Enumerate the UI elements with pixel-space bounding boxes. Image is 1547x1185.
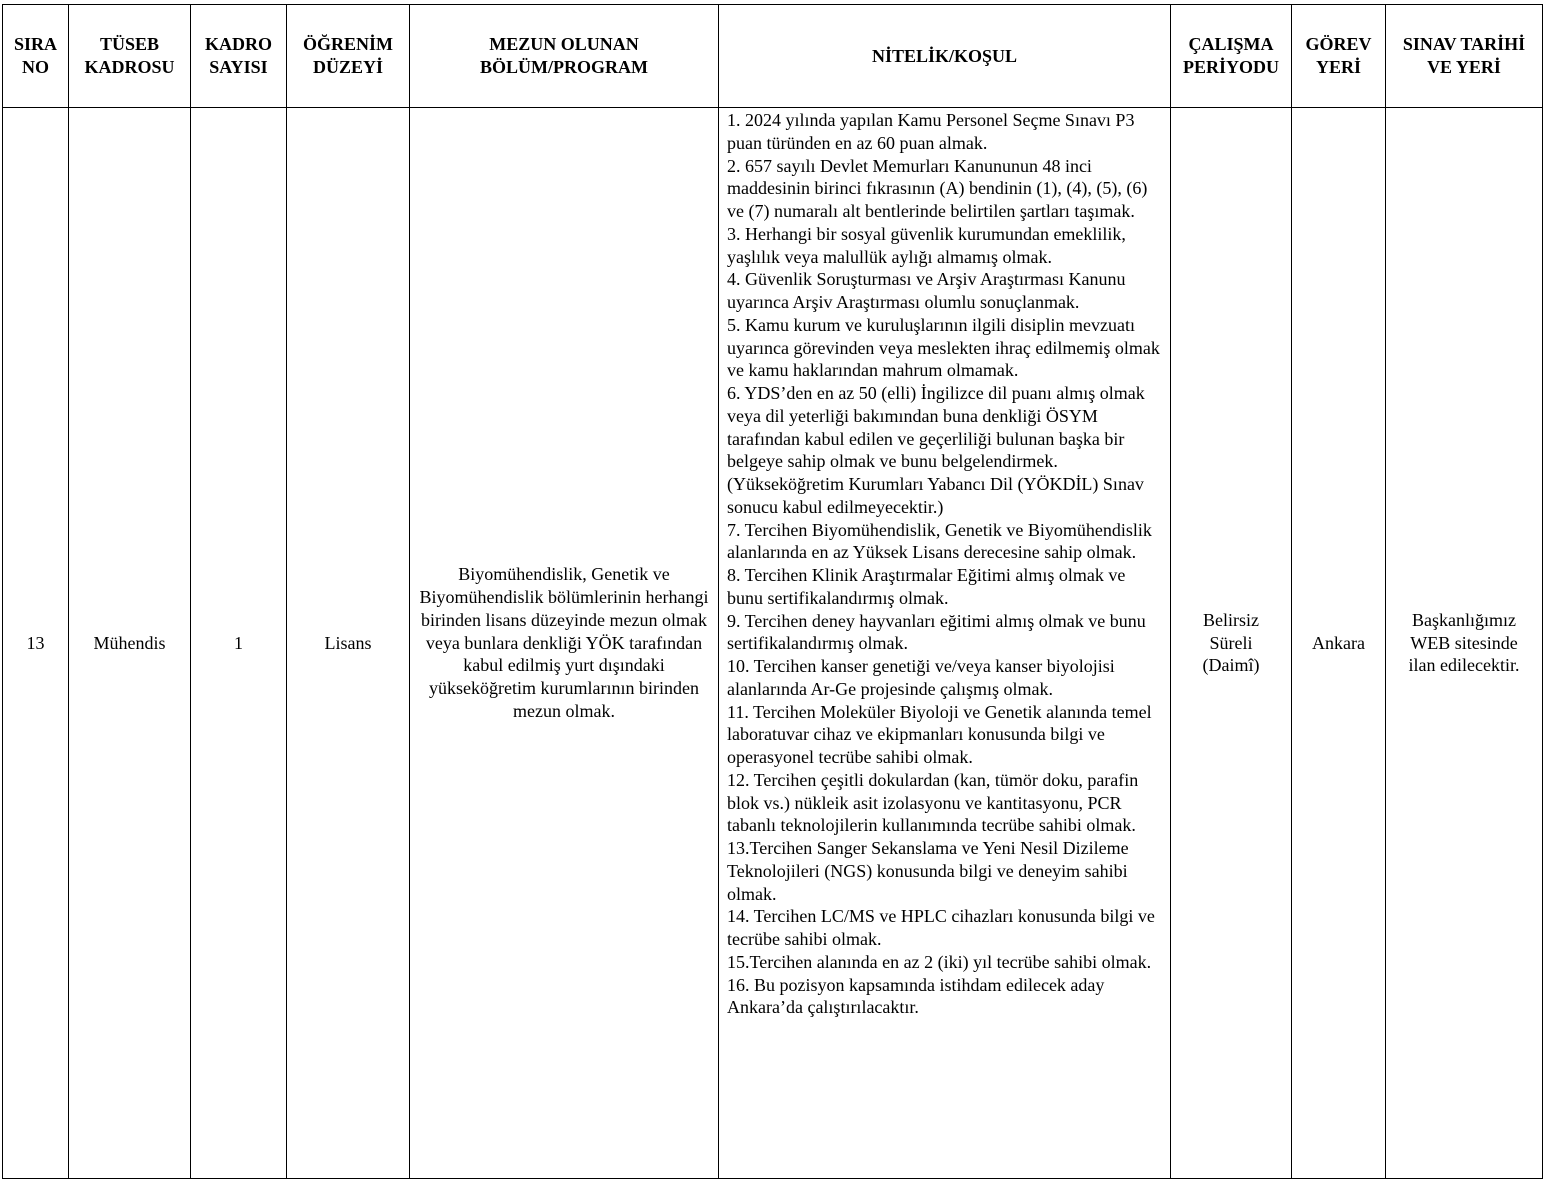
nitelik-item: 16. Bu pozisyon kapsamında istihdam edilecek aday Ankara’da çalıştırılacaktır. — [727, 974, 1105, 1018]
nitelik-item: 9. Tercihen deney hayvanları eğitimi almış olmak ve bunu sertifikalandırmış olmak. — [727, 610, 1146, 654]
header-nitelik: NİTELİK/KOŞUL — [719, 5, 1171, 108]
header-sira-no: SIRA NO — [3, 5, 69, 108]
nitelik-item: 3. Herhangi bir sosyal güvenlik kurumundan emeklilik, yaşlılık veya malullük aylığı almamış olmak. — [727, 223, 1126, 267]
nitelik-item: 12. Tercihen çeşitli dokulardan (kan, tümör doku, parafin blok vs.) nükleik asit izolasyonu ve kantitasyonu, PCR tabanlı teknolojilerin kullanımında tecrübe sahibi olmak. — [727, 769, 1139, 836]
cell-mezun-bolum: Biyomühendislik, Genetik ve Biyomühendislik bölümlerinin herhangi birinden lisans düzeyinde mezun olmak veya bunlara denkliği YÖK tarafından kabul edilmiş yurt dışındaki yükseköğretim kurumlarının birinden mezun olmak. — [410, 108, 719, 1179]
header-mezun-bolum: MEZUN OLUNAN BÖLÜM/PROGRAM — [410, 5, 719, 108]
cell-nitelik — [719, 108, 1171, 1179]
cell-kadro-sayisi: 1 — [191, 108, 287, 1179]
nitelik-item: 13.Tercihen Sanger Sekanslama ve Yeni Nesil Dizileme Teknolojileri (NGS) konusunda bilgi ve deneyim sahibi olmak. — [727, 838, 1129, 904]
header-row — [3, 5, 1543, 108]
header-tuseb-kadrosu: TÜSEB KADROSU — [69, 5, 191, 108]
cell-sinav: Başkanlığımız WEB sitesinde ilan edilecektir. — [1386, 108, 1543, 1179]
cell-tuseb-kadrosu: Mühendis — [69, 108, 191, 1179]
job-posting-table — [2, 4, 1543, 1179]
nitelik-item: 8. Tercihen Klinik Araştırmalar Eğitimi almış olmak ve bunu sertifikalandırmış olmak. — [727, 565, 1126, 608]
header-calisma-periyodu: ÇALIŞMA PERİYODU — [1171, 5, 1292, 108]
nitelik-item: 5. Kamu kurum ve kuruluşlarının ilgili disiplin mevzuatı uyarınca görevinden veya meslekten ihraç edilmemiş olmak ve kamu haklarından mahrum olmamak. — [727, 314, 1160, 381]
nitelik-item: 1. 2024 yılında yapılan Kamu Personel Seçme Sınavı P3 puan türünden en az 60 puan almak. — [727, 110, 1135, 153]
header-sinav: SINAV TARİHİ VE YERİ — [1386, 5, 1543, 108]
nitelik-item: 4. Güvenlik Soruşturması ve Arşiv Araştırması Kanunu uyarınca Arşiv Araştırması olumlu sonuçlanmak. — [727, 269, 1126, 312]
nitelik-item: 6. YDS’den en az 50 (elli) İngilizce dil puanı almış olmak veya dil yeterliği bakımından buna denkliği ÖSYM tarafından kabul edilen ve geçerliliği bulunan başka bir belgeye sahip olmak ve bunu belgelendirmek. (Yükseköğretim Kurumları Yabancı Dil (YÖKDİL) Sınav sonucu kabul edilmeyecektir.) — [727, 383, 1145, 517]
nitelik-item: 14. Tercihen LC/MS ve HPLC cihazları konusunda bilgi ve tecrübe sahibi olmak. — [727, 906, 1155, 949]
cell-gorev-yeri: Ankara — [1292, 108, 1386, 1179]
header-gorev-yeri: GÖREV YERİ — [1292, 5, 1386, 108]
cell-sira-no: 13 — [3, 108, 69, 1179]
nitelik-item: 10. Tercihen kanser genetiği ve/veya kanser biyolojisi alanlarında Ar-Ge projesinde çalışmış olmak. — [727, 656, 1115, 699]
cell-calisma-periyodu: Belirsiz Süreli (Daimî) — [1171, 108, 1292, 1179]
header-kadro-sayisi: KADRO SAYISI — [191, 5, 287, 108]
cell-ogrenim-duzeyi: Lisans — [287, 108, 410, 1179]
header-ogrenim-duzeyi: ÖĞRENİM DÜZEYİ — [287, 5, 410, 108]
nitelik-item: 15.Tercihen alanında en az 2 (iki) yıl tecrübe sahibi olmak. — [727, 951, 1152, 972]
nitelik-item: 2. 657 sayılı Devlet Memurları Kanununun 48 inci maddesinin birinci fıkrasının (A) bendinin (1), (4), (5), (6) ve (7) numaralı alt bentlerinde belirtilen şartları taşımak. — [727, 155, 1148, 221]
table-row — [3, 108, 1543, 1179]
nitelik-item: 7. Tercihen Biyomühendislik, Genetik ve Biyomühendislik alanlarında en az Yüksek Lisans derecesine sahip olmak. — [727, 519, 1152, 563]
nitelik-item: 11. Tercihen Moleküler Biyoloji ve Genetik alanında temel laboratuvar cihaz ve ekipmanları konusunda bilgi ve operasyonel tecrübe sahibi olmak. — [727, 701, 1152, 767]
